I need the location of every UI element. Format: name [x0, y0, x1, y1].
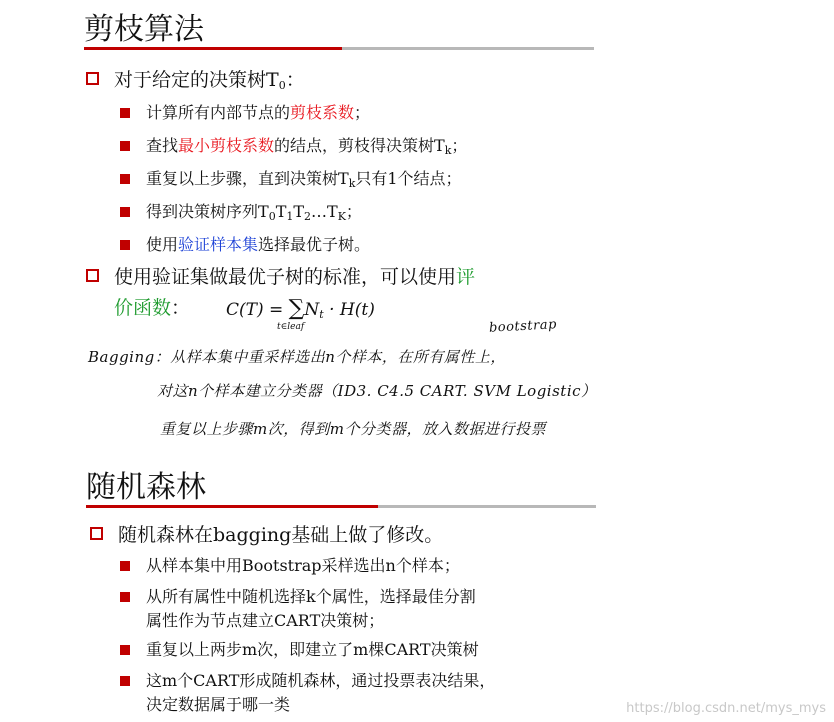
section-title-random-forest: 随机森林	[86, 470, 206, 505]
square-bullet-icon	[120, 174, 130, 184]
section-title-pruning: 剪枝算法	[84, 12, 204, 47]
watermark-url: https://blog.csdn.net/mys_mys	[626, 701, 826, 716]
hollow-square-bullet-icon	[90, 527, 103, 540]
subitem-find-min: 查找最小剪枝系数的结点，剪枝得决策树$T_k$；	[146, 133, 467, 164]
square-bullet-icon	[120, 592, 130, 602]
subitem-bootstrap-sampling: 从样本集中用Bootstrap采样选出n个样本；	[146, 553, 460, 579]
note-bagging-line1: Bagging：从样本集中重采样选出n个样本，在所有属性上，	[88, 348, 506, 366]
subitem-validation-set: 使用验证样本集选择最优子树。	[146, 232, 370, 258]
subitem-voting: 这m个CART形成随机森林，通过投票表决结果，	[146, 668, 495, 694]
square-bullet-icon	[120, 676, 130, 686]
square-bullet-icon	[120, 561, 130, 571]
square-bullet-icon	[120, 141, 130, 151]
subitem-random-attributes-cont: 属性作为节点建立CART决策树；	[146, 611, 385, 630]
item-evaluation-criterion-cont: 价函数：	[114, 297, 191, 319]
subitem-repeat: 重复以上步骤，直到决策树$T_k$只有1个结点；	[146, 166, 462, 197]
subitem-compute-coefficient: 计算所有内部节点的剪枝系数；	[146, 100, 370, 126]
subitem-tree-sequence: 得到决策树序列$T_0T_1T_2\dots T_K$；	[146, 199, 362, 230]
square-bullet-icon	[120, 645, 130, 655]
section-divider	[86, 505, 596, 508]
cost-function-formula: $C(T) = \sum N_t \cdot H(t)$	[226, 296, 375, 321]
item-given-tree: 对于给定的决策树$T_0$：	[114, 67, 305, 99]
hollow-square-bullet-icon	[86, 72, 99, 85]
square-bullet-icon	[120, 108, 130, 118]
item-random-forest-intro: 随机森林在bagging基础上做了修改。	[118, 522, 443, 548]
section-divider	[84, 47, 594, 50]
item-evaluation-criterion: 使用验证集做最优子树的标准，可以使用评	[114, 264, 475, 290]
subitem-voting-cont: 决定数据属于哪一类	[146, 695, 291, 714]
square-bullet-icon	[120, 207, 130, 217]
note-bagging-line2: 对这n个样本建立分类器（ID3. C4.5 CART. SVM Logistic）	[157, 382, 597, 400]
hollow-square-bullet-icon	[86, 269, 99, 282]
subitem-random-attributes: 从所有属性中随机选择k个属性，选择最佳分割	[146, 584, 476, 610]
note-bootstrap: bootstrap	[488, 317, 558, 336]
square-bullet-icon	[120, 240, 130, 250]
note-bagging-line3: 重复以上步骤m次，得到m个分类器，放入数据进行投票	[160, 420, 546, 438]
formula-sum-subscript: t∈leaf	[277, 322, 305, 332]
subitem-repeat-m-times: 重复以上两步m次，即建立了m棵CART决策树	[146, 637, 479, 663]
